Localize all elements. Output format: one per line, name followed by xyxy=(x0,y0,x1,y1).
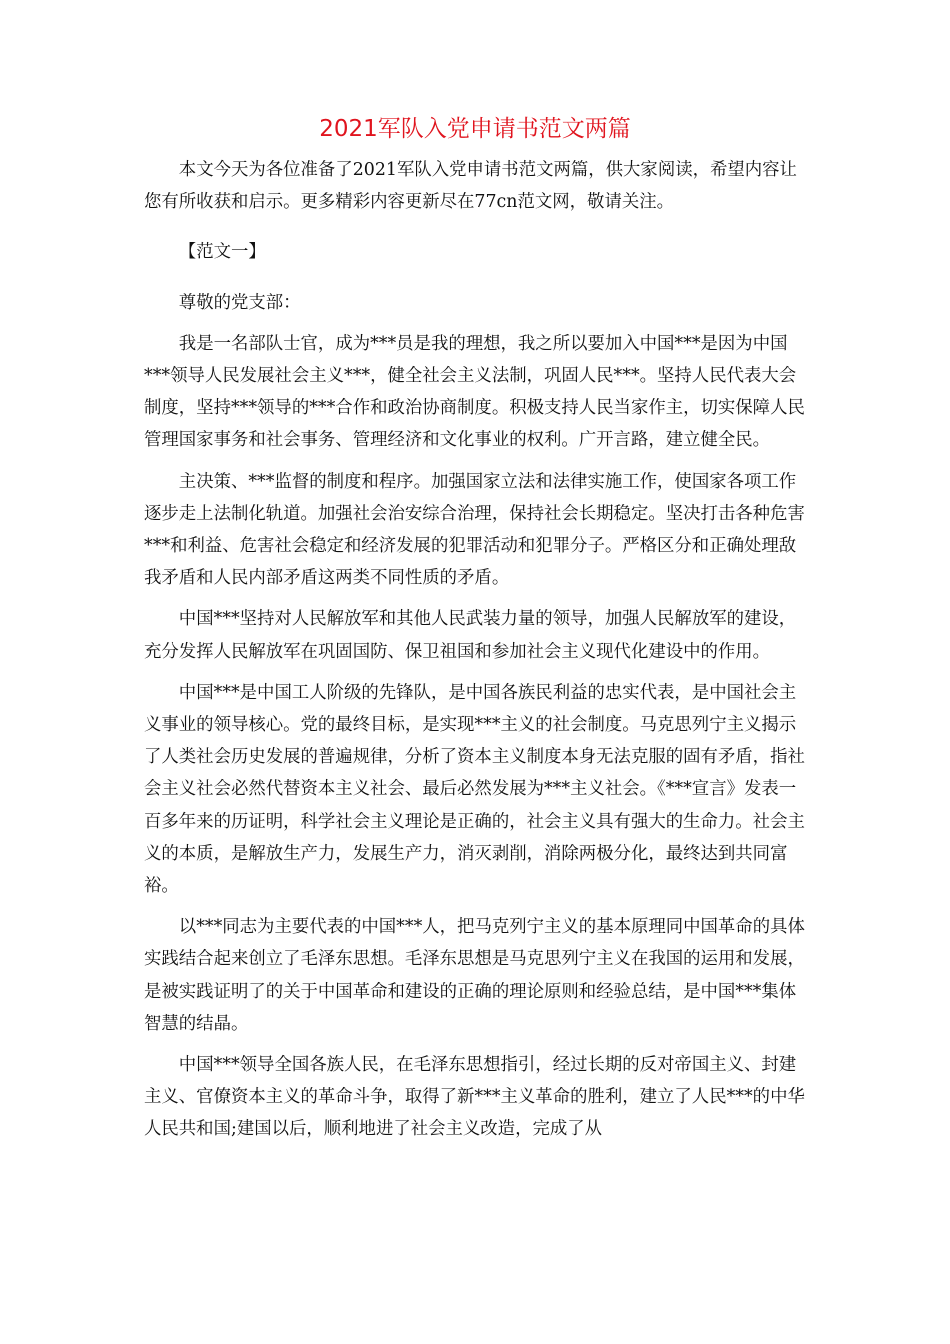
intro-paragraph: 本文今天为各位准备了2021军队入党申请书范文两篇，供大家阅读，希望内容让您有所收获和启示。更多精彩内容更新尽在77cn范文网，敬请关注。 xyxy=(144,160,797,213)
section-heading: 【范文一】 xyxy=(178,242,266,263)
body-paragraph-5: 以***同志为主要代表的中国***人，把马克列宁主义的基本原理同中国革命的具体实践结合起来创立了毛泽东思想。毛泽东思想是马克思列宁主义在我国的运用和发展，是被实践证明了的关于中国革命和建设的正确的理论原则和经验总结，是中国***集体智慧的结晶。 xyxy=(144,917,805,1034)
salutation: 尊敬的党支部： xyxy=(178,292,301,313)
document-title: 2021军队入党申请书范文两篇 xyxy=(319,116,631,142)
body-paragraph-3: 中国***坚持对人民解放军和其他人民武装力量的领导，加强人民解放军的建设，充分发挥人民解放军在巩固国防、保卫祖国和参加社会主义现代化建设中的作用。 xyxy=(144,609,797,662)
body-paragraph-4: 中国***是中国工人阶级的先锋队，是中国各族民利益的忠实代表，是中国社会主义事业的领导核心。党的最终目标，是实现***主义的社会制度。马克思列宁主义揭示了人类社会历史发展的普遍规律，分析了资本主义制度本身无法克服的固有矛盾，指社会主义社会必然代替资本主义社会、最后必然发展为***主义社会。《***宣言》发表一百多年来的历证明，科学社会主义理论是正确的，社会主义具有强大的生命力。社会主义的本质，是解放生产力，发展生产力，消灭剥削，消除两极分化，最终达到共同富裕。 xyxy=(144,682,805,897)
body-paragraph-2: 主决策、***监督的制度和程序。加强国家立法和法律实施工作，使国家各项工作逐步走上法制化轨道。加强社会治安综合治理，保持社会长期稳定。坚决打击各种危害***和利益、危害社会稳定和经济发展的犯罪活动和犯罪分子。严格区分和正确处理敌我矛盾和人民内部矛盾这两类不同性质的矛盾。 xyxy=(144,471,805,589)
body-paragraph-6: 中国***领导全国各族人民，在毛泽东思想指引，经过长期的反对帝国主义、封建主义、官僚资本主义的革命斗争，取得了新***主义革命的胜利，建立了人民***的中华人民共和国;建国以后，顺利地进了社会主义改造，完成了从 xyxy=(144,1055,805,1140)
document-body xyxy=(144,154,806,1146)
body-paragraph-1: 我是一名部队士官，成为***员是我的理想，我之所以要加入中国***是因为中国***领导人民发展社会主义***，健全社会主义法制，巩固人民***。坚持人民代表大会制度，坚持***领导的***合作和政治协商制度。积极支持人民当家作主，切实保障人民管理国家事务和社会事务、管理经济和文化事业的权利。广开言路，建立健全民。 xyxy=(144,333,805,451)
